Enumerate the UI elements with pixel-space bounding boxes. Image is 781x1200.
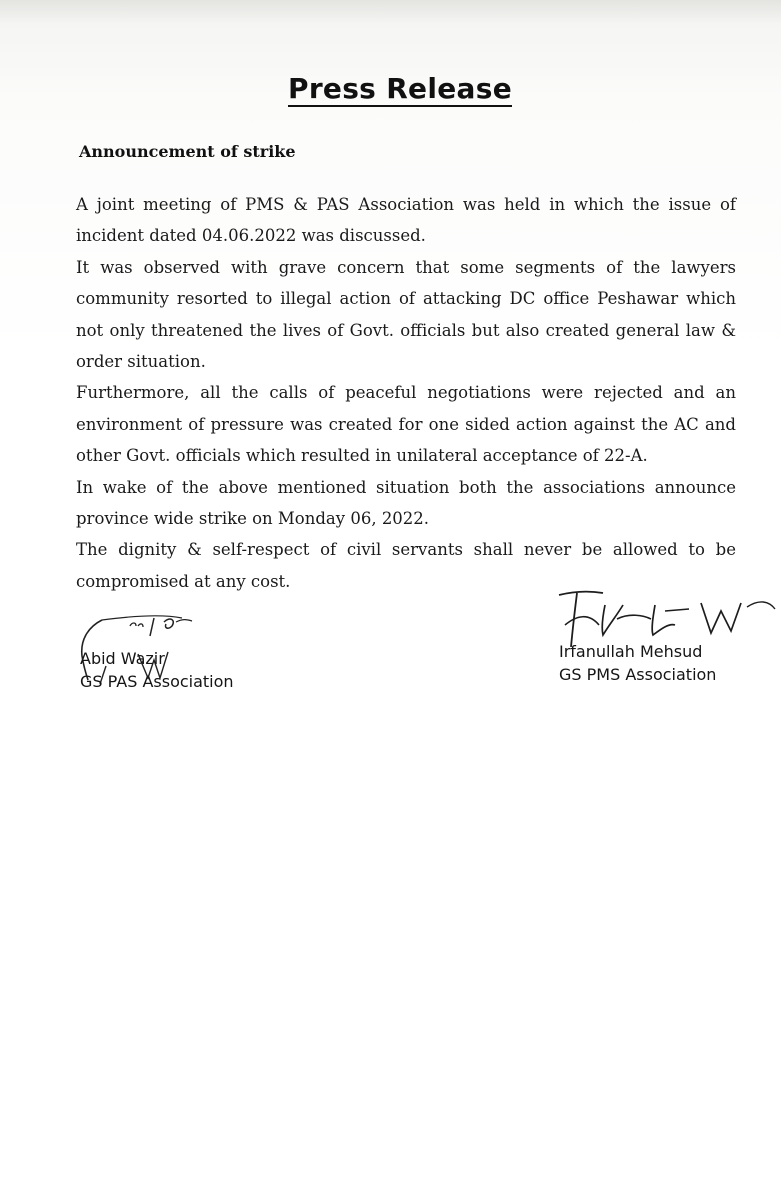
signatory-right-name: Irfanullah Mehsud (559, 642, 703, 661)
scan-shadow (0, 0, 781, 24)
paragraph-dignity: The dignity & self-respect of civil servants shall never be allowed to be compromised at any cost. (76, 540, 736, 591)
document-body (76, 189, 736, 597)
signatory-right (559, 640, 716, 686)
paragraph-strike: In wake of the above mentioned situation both the associations announce province wide strike on Monday 06, 2022. (76, 477, 736, 529)
signatory-right-designation: GS PMS Association (559, 665, 717, 684)
paragraph-meeting: A joint meeting of PMS & PAS Association was held in which the issue of incident dated 04.06.2022 was discussed. (76, 195, 736, 246)
document-title-text: Press Release (288, 72, 512, 105)
paragraph-concern: It was observed with grave concern that some segments of the lawyers community resorted to illegal action of attacking DC office Peshawar which not only threatened the lives of Govt. officials but also created general law & order situation. (76, 257, 736, 372)
paragraph-negotiations: Furthermore, all the calls of peaceful negotiations were rejected and an environment of pressure was created for one sided action against the AC and other Govt. officials which resulted in unilateral acceptance of 22-A. (76, 383, 736, 466)
signatory-left (80, 647, 234, 693)
subject-heading: Announcement of strike (79, 142, 296, 161)
signatory-left-designation: GS PAS Association (80, 672, 234, 691)
document-title (0, 72, 781, 105)
signatory-left-name: Abid Wazir (80, 649, 165, 668)
